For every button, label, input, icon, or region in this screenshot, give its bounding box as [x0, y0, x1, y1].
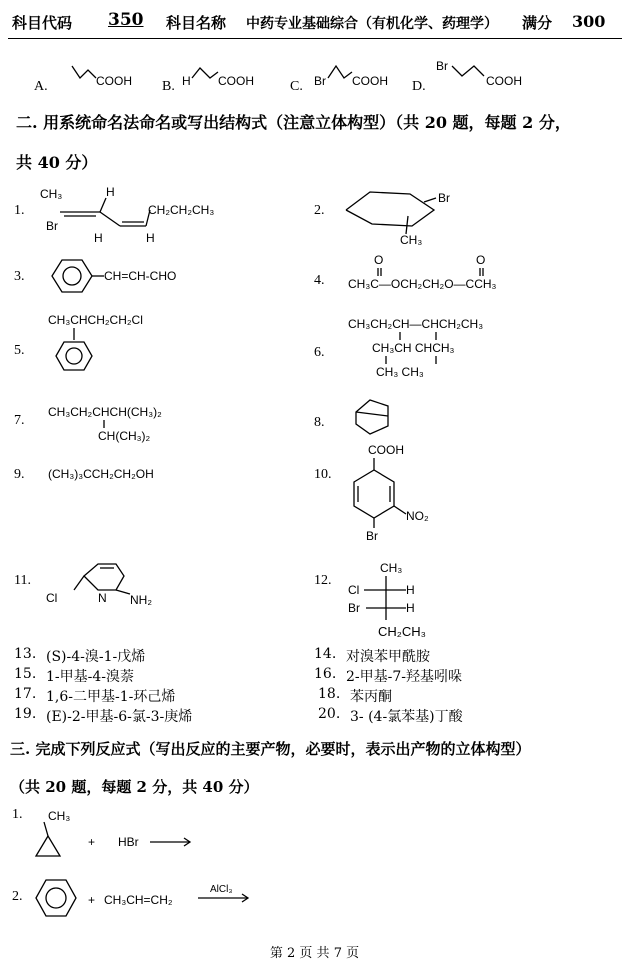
q1-h1: H — [106, 185, 115, 199]
q10-br: Br — [366, 529, 378, 543]
r2-catalyst: AlCl₃ — [210, 884, 233, 895]
q8-bridge — [356, 412, 388, 416]
q11-n: N — [98, 591, 107, 605]
q3-number: 3. — [14, 269, 25, 284]
q2-number: 2. — [314, 203, 325, 218]
q7-line1: CH₃CH₂CHCH(CH₃)₂ — [48, 405, 162, 419]
q4-o1: O — [374, 253, 384, 267]
r1-cyclopropane — [36, 836, 60, 856]
q5-chain: CH₃CHCH₂CH₂Cl — [48, 313, 143, 327]
full-score: 300 — [572, 12, 606, 31]
q12-number: 12. — [314, 573, 332, 588]
q12-h2: H — [406, 601, 415, 615]
option-c-letter: C. — [290, 79, 303, 94]
q5-benzene — [56, 342, 92, 370]
q10-ring — [354, 470, 394, 518]
r1-ch3: CH₃ — [48, 809, 71, 823]
q9-number: 9. — [14, 467, 25, 482]
header-rule — [8, 38, 622, 39]
q7-number: 7. — [14, 413, 25, 428]
r1-reagent: HBr — [118, 835, 139, 849]
answer-options — [0, 48, 629, 98]
option-c-skeleton — [328, 66, 352, 78]
subject-code: 350 — [108, 10, 144, 30]
q4-formula: CH₃C—OCH₂CH₂O—CCH₃ — [348, 277, 497, 291]
q6-number: 6. — [314, 345, 325, 360]
q20-name: 3- (4-氯苯基)丁酸 — [350, 709, 463, 725]
option-d-skeleton — [452, 66, 484, 76]
q15-name: 1-甲基-4-溴萘 — [46, 669, 135, 685]
q18-number: 18. — [318, 686, 341, 702]
q1-bond2 — [100, 212, 120, 226]
q11-nh2: NH₂ — [130, 593, 152, 607]
reactions-svg — [0, 800, 629, 930]
q15-number: 15. — [14, 666, 37, 682]
page-footer: 第 2 页 共 7 页 — [269, 946, 360, 961]
q12-cl: Cl — [348, 583, 360, 597]
option-b-h: H — [182, 74, 191, 88]
q1-ch3: CH₃ — [40, 187, 63, 201]
q8-bicycle — [356, 400, 388, 434]
q12-h1: H — [406, 583, 415, 597]
q1-br: Br — [46, 219, 58, 233]
r2-reagent: CH₃CH=CH₂ — [104, 893, 173, 907]
q6-line1: CH₃CH₂CH—CHCH₂CH₃ — [348, 317, 484, 331]
r1-plus: + — [88, 835, 96, 849]
q2-ch3: CH₃ — [400, 233, 423, 247]
q18-name: 苯丙酮 — [350, 689, 392, 705]
structures-svg — [0, 180, 629, 620]
subject-code-label: 科目代码 — [12, 14, 73, 32]
q1-h2: H — [94, 231, 103, 245]
full-score-label: 满分 — [522, 14, 553, 32]
r2-number: 2. — [12, 889, 23, 904]
q6-line3: CH₃ CH₃ — [376, 365, 424, 379]
q4-o2: O — [476, 253, 486, 267]
option-d-br: Br — [436, 59, 448, 73]
option-c-br: Br — [314, 74, 326, 88]
option-c-cooh: COOH — [352, 74, 388, 88]
subject-name: 中药专业基础综合（有机化学、药理学） — [246, 16, 498, 32]
q16-number: 16. — [314, 666, 337, 682]
q8-number: 8. — [314, 415, 325, 430]
q2-br-bond — [424, 198, 436, 202]
subject-name-label: 科目名称 — [166, 14, 227, 32]
r1-number: 1. — [12, 807, 23, 822]
q1-number: 1. — [14, 203, 25, 218]
q4-number: 4. — [314, 273, 325, 288]
q7-line2: CH(CH₃)₂ — [98, 429, 151, 443]
q11-cl: Cl — [46, 591, 58, 605]
q5-number: 5. — [14, 343, 25, 358]
q10-number: 10. — [314, 467, 332, 482]
q3-chain: CH=CH-CHO — [104, 269, 177, 283]
q12-ch2ch3: CH₂CH₃ — [378, 624, 426, 639]
section-2-heading-line1: 二. 用系统命名法命名或写出结构式（注意立体构型）（共 20 题，每题 2 分， — [16, 113, 571, 132]
section-3-heading-line2: （共 20 题，每题 2 分，共 40 分） — [10, 778, 259, 796]
q12-br: Br — [348, 601, 360, 615]
q1-chain: CH₂CH₂CH₃ — [148, 203, 215, 217]
option-a-cooh: COOH — [96, 74, 132, 88]
q11-number: 11. — [14, 573, 31, 588]
q20-number: 20. — [318, 706, 341, 722]
q16-name: 2-甲基-7-羟基吲哚 — [346, 669, 463, 685]
q10-no2: NO₂ — [406, 509, 429, 523]
option-b-letter: B. — [162, 79, 175, 94]
section-3-heading-line1: 三. 完成下列反应式（写出反应的主要产物，必要时，表示出产物的立体构型） — [10, 740, 531, 758]
q2-ring — [346, 192, 434, 226]
option-a-skeleton — [72, 66, 96, 78]
q11-bond-cl — [74, 576, 84, 590]
q13-name: (S)-4-溴-1-戊烯 — [46, 649, 146, 665]
q3-benzene-circle — [63, 267, 81, 285]
q11-bond-nh2 — [116, 590, 130, 594]
section-2-heading-line2: 共 40 分） — [16, 153, 98, 172]
q1-h3: H — [146, 231, 155, 245]
q3-benzene — [52, 260, 92, 292]
option-d-cooh: COOH — [486, 74, 522, 88]
q2-br: Br — [438, 191, 450, 205]
q10-cooh: COOH — [368, 443, 404, 457]
q14-name: 对溴苯甲酰胺 — [346, 649, 430, 665]
q5-benzene-circle — [66, 348, 82, 364]
option-d-letter: D. — [412, 79, 426, 94]
q14-number: 14. — [314, 646, 337, 662]
q10-bond-no2 — [394, 506, 406, 514]
q9-formula: (CH₃)₃CCH₂CH₂OH — [48, 467, 154, 481]
r2-benzene-circle — [46, 888, 66, 908]
q17-name: 1,6-二甲基-1-环己烯 — [46, 689, 176, 705]
q17-number: 17. — [14, 686, 37, 702]
options-structures — [0, 48, 629, 98]
q6-line2: CH₃CH CHCH₃ — [372, 341, 455, 355]
q2-ch3-bond — [406, 216, 408, 234]
r2-benzene — [36, 880, 76, 916]
option-a-letter: A. — [34, 79, 48, 94]
q19-name: (E)-2-甲基-6-氯-3-庚烯 — [46, 709, 193, 725]
r1-bond — [44, 822, 48, 836]
q1-bond-h1 — [100, 198, 106, 212]
r2-plus: + — [88, 893, 96, 907]
reactions — [0, 800, 629, 930]
q13-number: 13. — [14, 646, 37, 662]
q19-number: 19. — [14, 706, 37, 722]
option-b-skeleton — [192, 68, 218, 78]
naming-structures — [0, 180, 629, 620]
option-b-cooh: COOH — [218, 74, 254, 88]
q12-ch3: CH₃ — [380, 561, 403, 575]
